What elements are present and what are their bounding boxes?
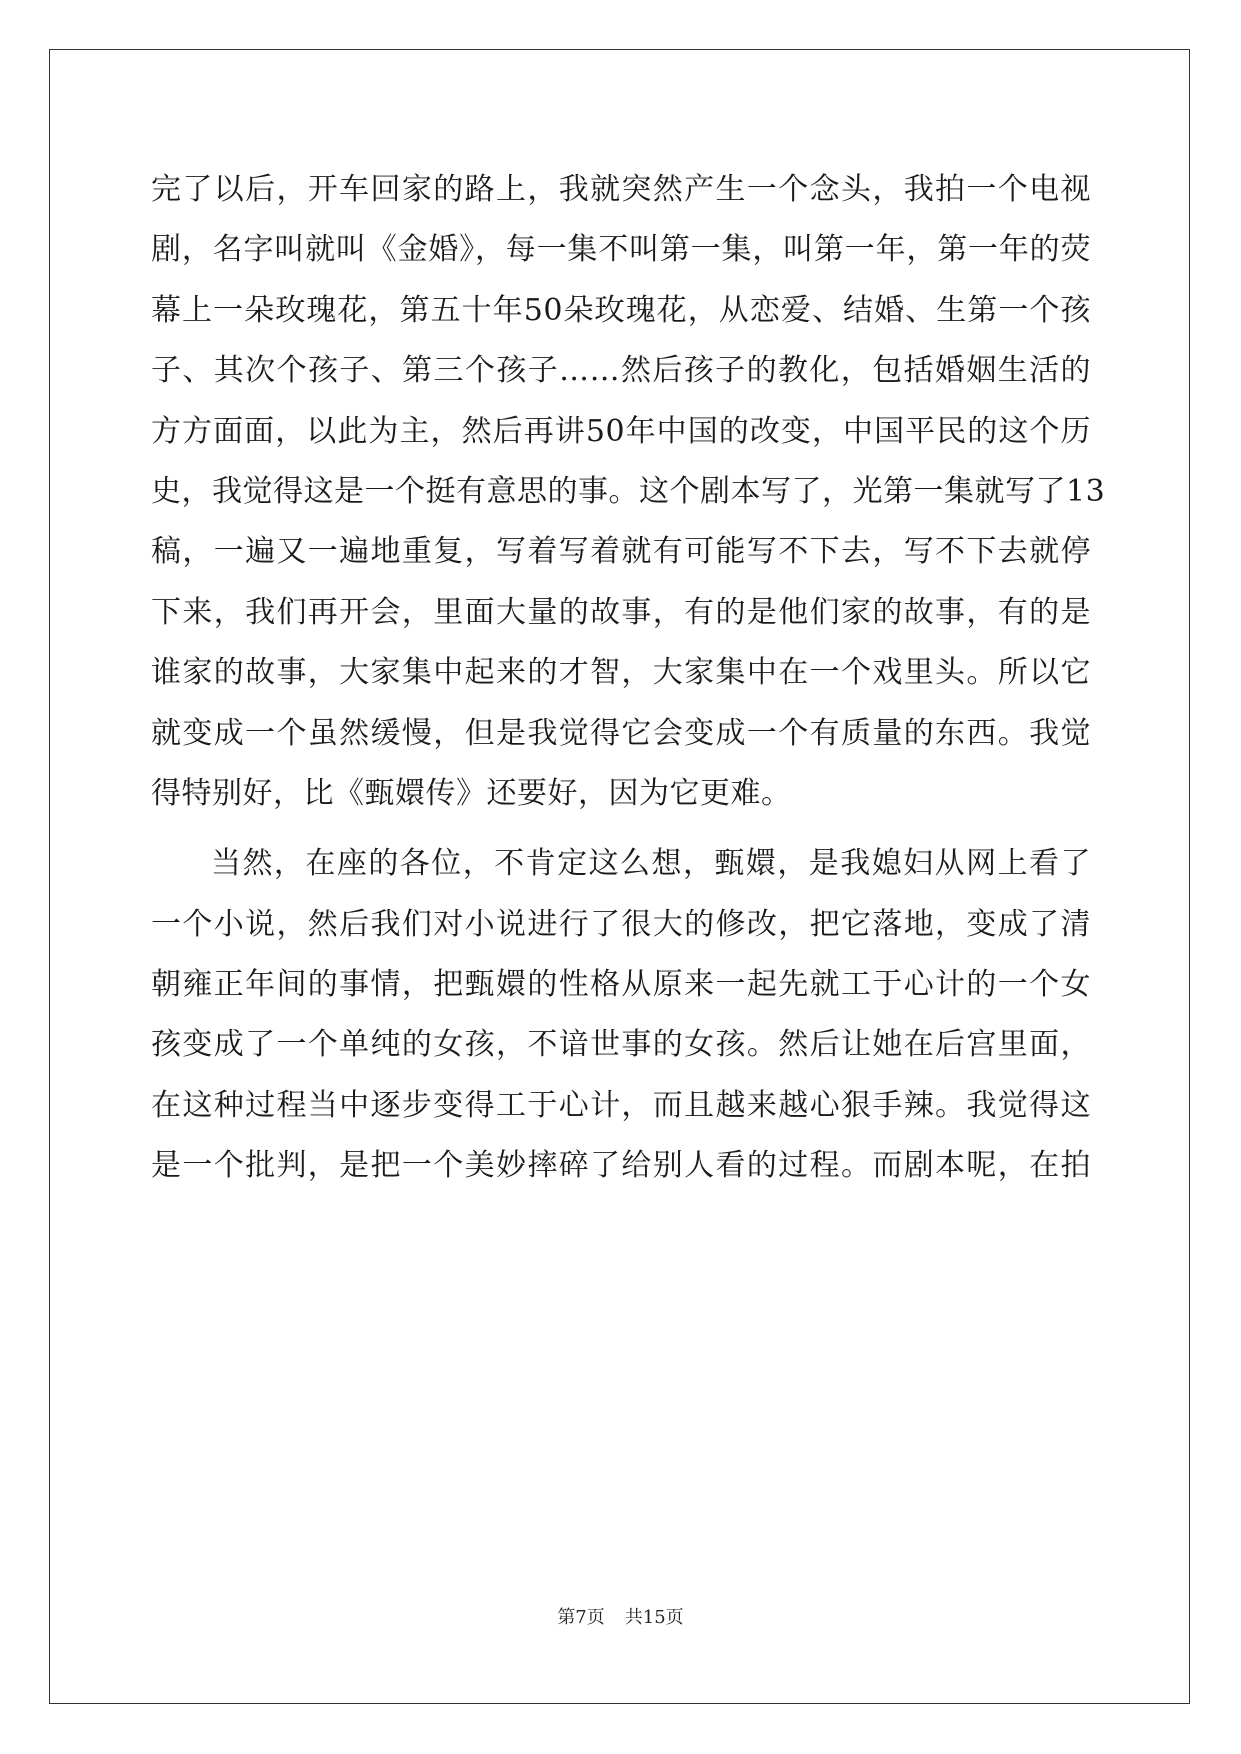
text-line: 史，我觉得这是一个挺有意思的事。这个剧本写了，光第一集就写了13 (151, 473, 1106, 509)
text-line: 方方面面，以此为主，然后再讲50年中国的改变，中国平民的这个历 (151, 413, 1091, 449)
text-line: 在这种过程当中逐步变得工于心计，而且越来越心狠手辣。我觉得这 (151, 1087, 1091, 1123)
text-line: 当然，在座的各位，不肯定这么想，甄嬛，是我媳妇从网上看了 (211, 846, 1091, 882)
paragraph-2 (151, 834, 1091, 1196)
page-total: 共15页 (624, 1607, 684, 1628)
text-line: 就变成一个虽然缓慢，但是我觉得它会变成一个有质量的东西。我觉 (151, 715, 1091, 751)
paragraph-gap (151, 824, 1091, 834)
paragraph-1 (151, 160, 1106, 824)
text-line: 朝雍正年间的事情，把甄嬛的性格从原来一起先就工于心计的一个女 (151, 967, 1091, 1003)
text-line: 幕上一朵玫瑰花，第五十年50朵玫瑰花，从恋爱、结婚、生第一个孩 (151, 292, 1091, 328)
page-footer (0, 1603, 1241, 1629)
text-line: 剧，名字叫就叫《金婚》，每一集不叫第一集，叫第一年，第一年的荧 (151, 232, 1091, 268)
text-line: 得特别好，比《甄嬛传》还要好，因为它更难。 (151, 775, 792, 811)
text-line: 子、其次个孩子、第三个孩子……然后孩子的教化，包括婚姻生活的 (151, 353, 1091, 389)
text-line: 谁家的故事，大家集中起来的才智，大家集中在一个戏里头。所以它 (151, 655, 1091, 691)
document-body (151, 160, 1106, 1197)
text-line: 一个小说，然后我们对小说进行了很大的修改，把它落地，变成了清 (151, 906, 1091, 942)
text-line: 下来，我们再开会，里面大量的故事，有的是他们家的故事，有的是 (151, 594, 1091, 630)
text-line: 孩变成了一个单纯的女孩，不谙世事的女孩。然后让她在后宫里面， (151, 1027, 1091, 1063)
page-number: 第7页 (557, 1607, 605, 1628)
text-line: 稿，一遍又一遍地重复，写着写着就有可能写不下去，写不下去就停 (151, 534, 1091, 570)
text-line: 是一个批判，是把一个美妙摔碎了给别人看的过程。而剧本呢，在拍 (151, 1148, 1091, 1184)
text-line: 完了以后，开车回家的路上，我就突然产生一个念头，我拍一个电视 (151, 172, 1091, 207)
